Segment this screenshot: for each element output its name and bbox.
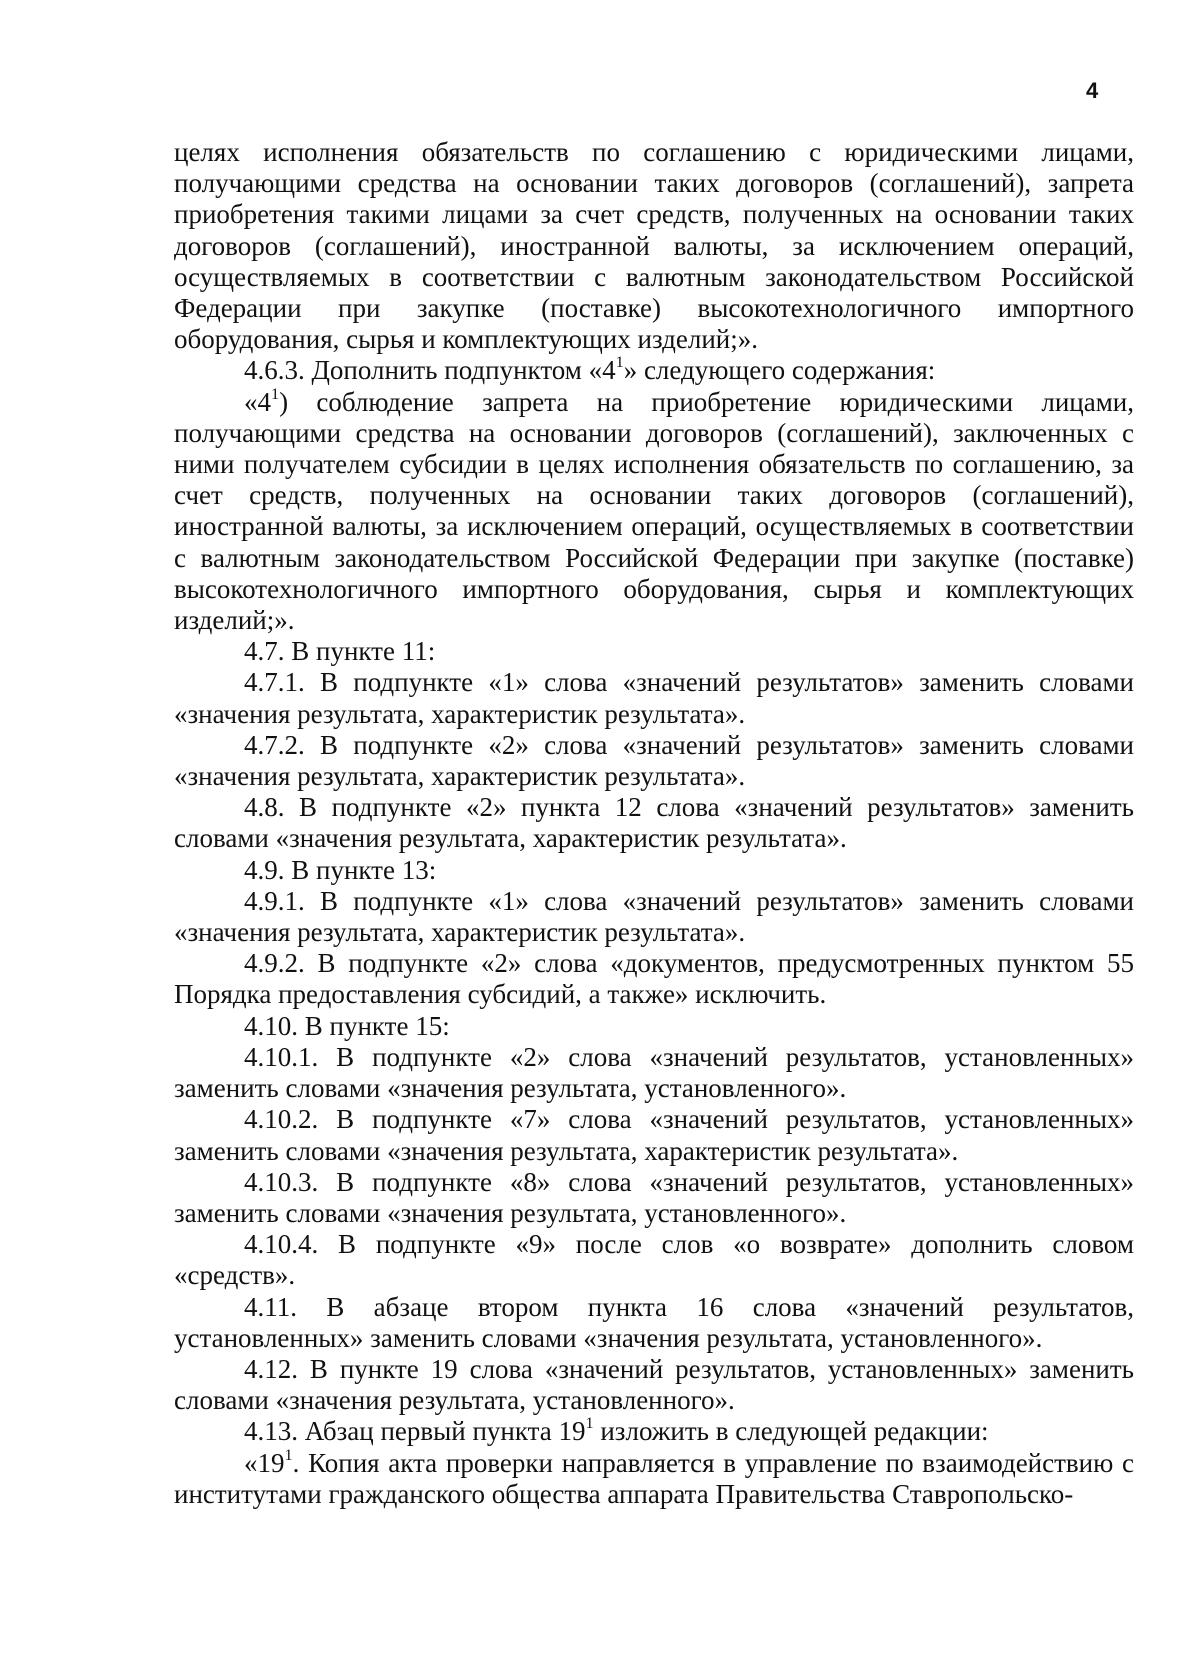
text-run: 4.7.1. В подпункте «1» слова «значений результатов» заменить словами «значения результата, характеристик результата». [174,667,1134,729]
text-run: 4.9.2. В подпункте «2» слова «документов, предусмотренных пунктом 55 Порядка предоставления субсидий, а также» исключить. [174,948,1134,1010]
paragraph-4-9 [174,855,1134,886]
text-run: 4.10.1. В подпункте «2» слова «значений результатов, установленных» заменить словами «значения результата, установленного». [174,1041,1134,1104]
paragraph-4-9-2 [174,948,1134,1010]
superscript: 1 [284,1445,293,1464]
paragraph-4-10-4 [174,1229,1134,1291]
paragraph-intro [174,137,1134,355]
page-number: 4 [1086,78,1099,103]
text-run: 4.7.2. В подпункте «2» слова «значений результатов» заменить словами «значения результата, характеристик результата». [174,729,1134,792]
text-run: 4.8. В подпункте «2» пункта 12 слова «значений результатов» заменить словами «значения результата, характеристик результата». [174,792,1134,854]
text-run: 4.10.2. В подпункте «7» слова «значений результатов, установленных» заменить словами «значения результата, характеристик результата». [174,1104,1134,1166]
document-body [174,137,1134,1510]
text-run: 4.10. В пункте 15: [244,1010,450,1041]
paragraph-4-13 [174,1416,1134,1447]
paragraph-4-9-1 [174,886,1134,948]
text-run: 4.9.1. В подпункте «1» слова «значений результатов» заменить словами «значения результата, характеристик результата». [174,885,1134,948]
text-run: 4.11. В абзаце втором пункта 16 слова «значений результатов, установленных» заменить словами «значения результата, установленного». [174,1291,1134,1353]
text-run: 4.10.3. В подпункте «8» слова «значений результатов, установленных» заменить словами «значения результата, установленного». [174,1166,1134,1228]
text-run: ) соблюдение запрета на приобретение юридическими лицами, получающими средства на основании договоров (соглашений), заключенных с ними получателем субсидии в целях исполнения обязательств по соглашению, за счет средств, полученных на основании таких договоров (соглашений), иностранной валюты, за исключением операций, осуществляемых в соответствии с валютным законодательством Российской Федерации при закупке (поставке) высокотехнологичного импортного оборудования, сырья и комплектующих изделий;». [174,386,1134,636]
paragraph-4-10-2 [174,1104,1134,1166]
text-run: 4.7. В пункте 11: [244,636,436,667]
paragraph-4-8 [174,792,1134,854]
paragraph-4-10-1 [174,1042,1134,1104]
paragraph-4-1-text [174,384,1134,637]
paragraph-4-12 [174,1354,1134,1416]
superscript: 1 [585,1414,594,1433]
text-run: 4.13. Абзац первый пункта 19 [244,1416,586,1447]
paragraph-4-10-3 [174,1167,1134,1229]
text-run: изложить в следующей редакции: [593,1416,989,1447]
paragraph-19-1-text [174,1445,1134,1510]
paragraph-4-11 [174,1292,1134,1354]
text-run: . Копия акта проверки направляется в управление по взаимодействию с институтами гражданского общества аппарата Правительства Ставропольско- [174,1447,1134,1509]
paragraph-4-7-1 [174,667,1134,729]
paragraph-4-6-3 [174,355,1134,386]
superscript: 1 [271,384,280,403]
text-run: 4.12. В пункте 19 слова «значений результатов, установленных» заменить словами «значения результата, установленного». [174,1353,1134,1416]
paragraph-4-7-2 [174,730,1134,792]
paragraph-4-10 [174,1011,1134,1042]
superscript: 1 [615,353,624,372]
text-run: «4 [244,386,271,417]
text-run: » следующего содержания: [623,355,936,386]
text-run: «19 [244,1447,285,1478]
text-run: 4.6.3. Дополнить подпунктом «4 [244,355,616,386]
text-run: 4.10.4. В подпункте «9» после слов «о возврате» дополнить словом «средств». [174,1229,1134,1291]
text-run: 4.9. В пункте 13: [244,854,437,885]
text-run: целях исполнения обязательств по соглашению с юридическими лицами, получающими средства на основании таких договоров (соглашений), запрета приобретения такими лицами за счет средств, полученных на основании таких договоров (соглашений), иностранной валюты, за исключением операций, осуществляемых в соответствии с валютным законодательством Российской Федерации при закупке (поставке) высокотехнологичного импортного оборудования, сырья и комплектующих изделий;». [174,137,1134,355]
paragraph-4-7 [174,636,1134,667]
